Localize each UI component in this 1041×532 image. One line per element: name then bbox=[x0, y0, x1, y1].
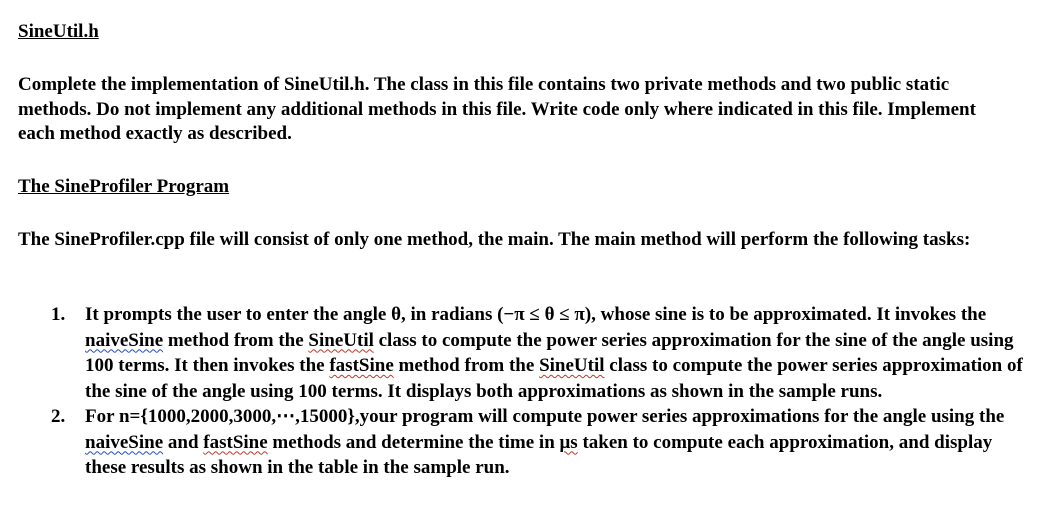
intro-paragraph bbox=[18, 73, 1008, 147]
item-text: class to compute the power series approximation of the sine of the angle using 100 terms. It displays both approximations as shown in the sample runs. bbox=[85, 355, 1023, 402]
list-number: 1. bbox=[51, 304, 66, 325]
list-item bbox=[18, 302, 1028, 404]
method-name-naivesine: naiveSine bbox=[85, 431, 164, 453]
class-name-sineutil: SineUtil bbox=[539, 355, 605, 376]
method-name-naivesine: naiveSine bbox=[85, 329, 164, 351]
intro-text: Complete the implementation of SineUtil.h. The class in this file contains two private methods and two public static methods. Do not implement any additional methods in this file. Write code only where indicated in this file. Implement each method exactly as described. bbox=[18, 74, 976, 144]
file-title: SineUtil.h bbox=[18, 21, 99, 42]
item-text: taken to compute each approximation, and display these results as shown in the table in the sample run. bbox=[85, 431, 993, 478]
item-text: method from the bbox=[393, 355, 540, 376]
item-text: It prompts the user to enter the angle θ, in radians (−π ≤ θ ≤ π), whose sine is to be approximated. It invokes the bbox=[85, 304, 987, 325]
item-text: method from the bbox=[163, 329, 309, 351]
method-name-fastsine: fastSine bbox=[203, 431, 268, 453]
section-intro-paragraph: The SineProfiler.cpp file will consist of only one method, the main. The main method will perform the following tasks: bbox=[18, 229, 971, 250]
class-name-sineutil: SineUtil bbox=[308, 329, 374, 351]
method-name-fastsine: fastSine bbox=[329, 355, 394, 376]
task-list bbox=[18, 302, 1028, 481]
item-text: methods and determine the time in bbox=[267, 431, 560, 453]
item-text: class to compute the power series approximation for the sine of the angle using 100 terms. It then invokes the bbox=[85, 329, 1014, 376]
section-heading: The SineProfiler Program bbox=[18, 176, 230, 197]
unit-microseconds: μs bbox=[559, 431, 578, 453]
list-number: 2. bbox=[51, 406, 66, 427]
list-item bbox=[18, 404, 1028, 481]
item-text: and bbox=[163, 431, 204, 453]
item-text: For n={1000,2000,3000,⋯,15000},your program will compute power series approximations for the angle using the bbox=[85, 406, 1005, 427]
